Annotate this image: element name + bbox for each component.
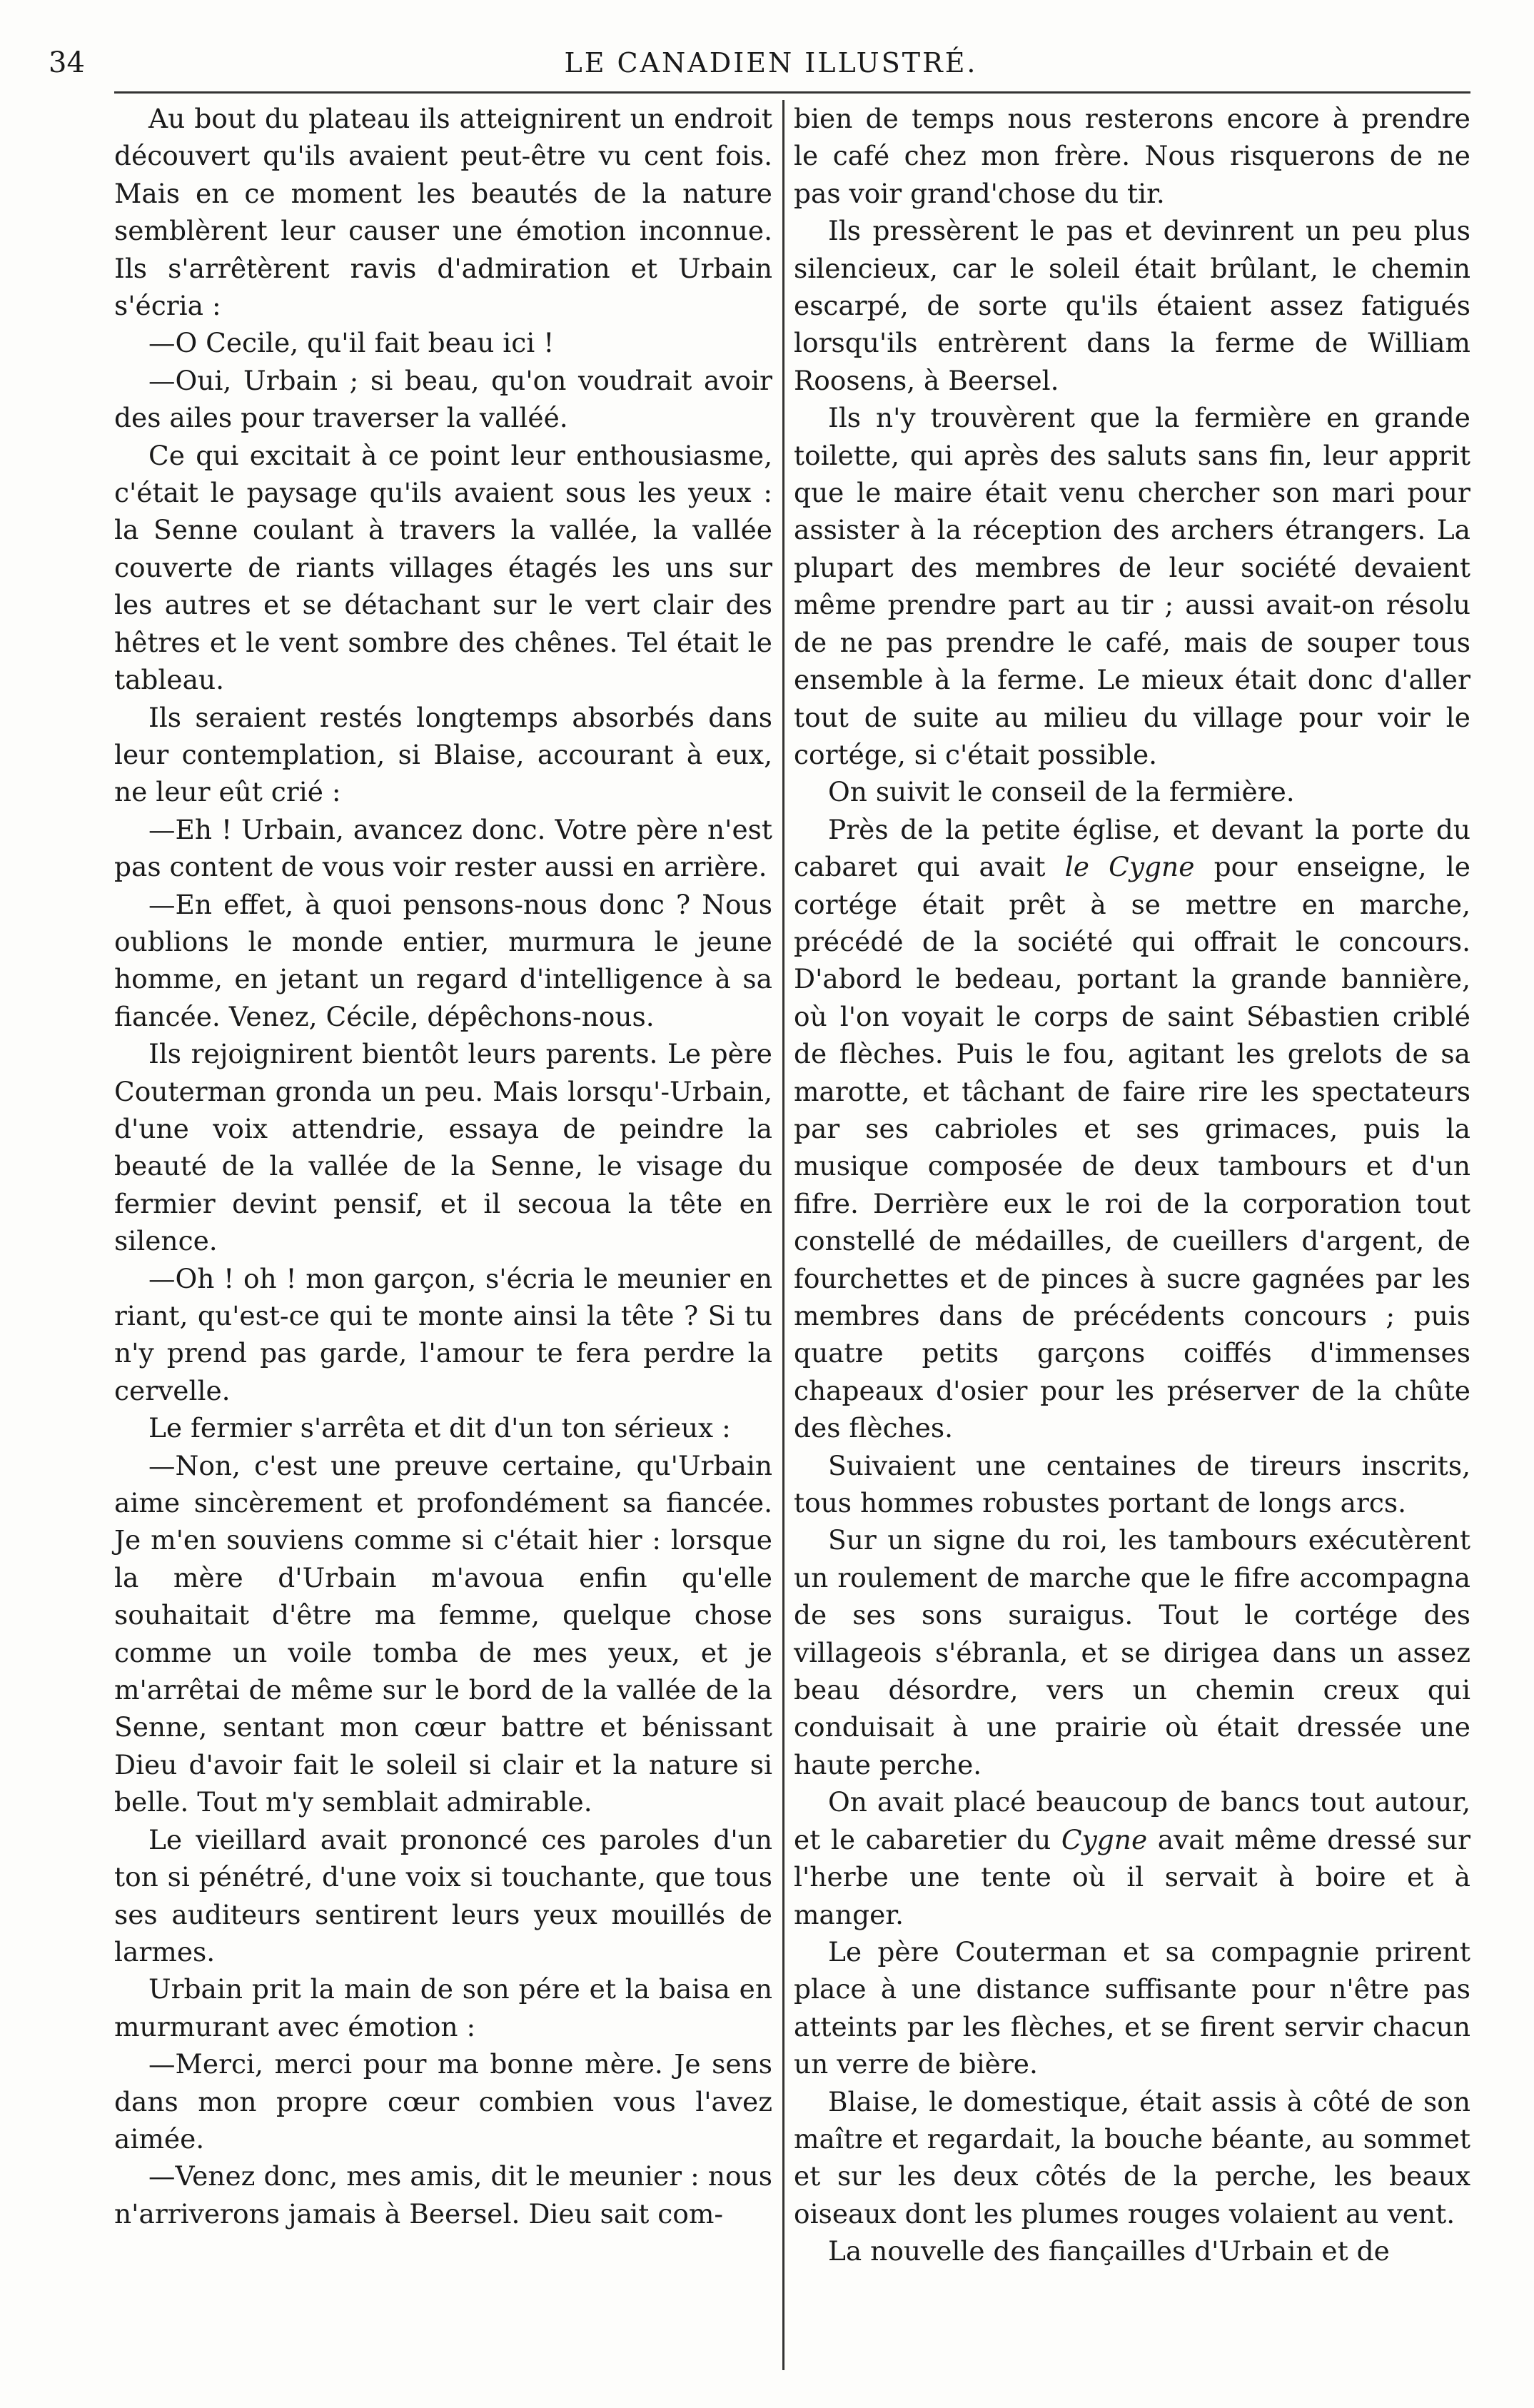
paragraph: bien de temps nous resterons encore à prendre le café chez mon frère. Nous risquerons de ne pas voir grand'chose du tir. (794, 103, 1470, 209)
italic-text: Cygne (1061, 1823, 1148, 1855)
page-header (0, 0, 1534, 86)
paragraph: —Merci, merci pour ma bonne mère. Je sens dans mon propre cœur combien vous l'avez aimée. (114, 2048, 772, 2155)
paragraph (794, 1783, 1470, 1933)
running-title: LE CANADIEN ILLUSTRÉ. (564, 47, 978, 79)
paragraph: —Oh ! oh ! mon garçon, s'écria le meunier en riant, qu'est-ce qui te monte ainsi la tête ? Si tu n'y prend pas garde, l'amour te fera perdre la cervelle. (114, 1262, 772, 1406)
paragraph: Blaise, le domestique, était assis à côté de son maître et regardait, la bouche béante, au sommet et sur les deux côtés de la perche, les beaux oiseaux dont les plumes rouges volaient au vent. (794, 2085, 1470, 2230)
paragraph: La nouvelle des fiançailles d'Urbain et de (828, 2235, 1390, 2267)
column-rule (782, 100, 784, 2370)
paragraph: —Venez donc, mes amis, dit le meunier : nous n'arriverons jamais à Beersel. Dieu sait com- (114, 2160, 772, 2230)
text-run: pour enseigne, le cortége était prêt à se mettre en marche, précédé de la société qui offrait le concours. D'abord le bedeau, portant la grande bannière, où l'on voyait le corps de saint Sébastien criblé de flèches. Puis le fou, agitant les grelots de sa marotte, et tâchant de faire rire les spectateurs par ses cabrioles et ses grimaces, puis la musique composée de deux tambours et d'un fifre. Derrière eux le roi de la corporation tout constellé de médailles, de cueillers d'argent, de fourchettes et de pinces à sucre gagnées par les membres dans de précédents concours ; puis quatre petits garçons coiffés d'immenses chapeaux d'osier pour les préserver de la chûte des flèches. (794, 851, 1470, 1444)
paragraph: Ils seraient restés longtemps absorbés dans leur contemplation, si Blaise, accourant à eux, ne leur eût crié : (114, 701, 772, 808)
paragraph: Ils rejoignirent bientôt leurs parents. Le père Couterman gronda un peu. Mais lorsqu'-Urbain, d'une voix attendrie, essaya de peindre la beauté de la vallée de la Senne, le visage du fermier devint pensif, et il secoua la tête en silence. (114, 1038, 772, 1257)
paragraph: Ce qui excitait à ce point leur enthousiasme, c'était le paysage qu'ils avaient sous les yeux : la Senne coulant à travers la vallée, la vallée couverte de riants villages étagés les uns sur les autres et se détachant sur le vert clair des hêtres et le vent sombre des chênes. Tel était le tableau. (114, 439, 772, 696)
paragraph: Ils pressèrent le pas et devinrent un peu plus silencieux, car le soleil était brûlant, le chemin escarpé, de sorte qu'ils étaient assez fatigués lorsqu'ils entrèrent dans la ferme de William Roosens, à Beersel. (794, 215, 1470, 396)
paragraph: Le vieillard avait prononcé ces paroles d'un ton si pénétré, d'une voix si touchante, que tous ses auditeurs sentirent leurs yeux mouillés de larmes. (114, 1823, 772, 1968)
paragraph: —Oui, Urbain ; si beau, qu'on voudrait avoir des ailes pour traverser la valléé. (114, 364, 772, 434)
paragraph: Sur un signe du roi, les tambours exécutèrent un roulement de marche que le fifre accompagna de ses sons suraigus. Tout le cortége des villageois s'ébranla, et se dirigea dans un assez beau désordre, vers un chemin creux qui conduisait à une prairie où était dressée une haute perche. (794, 1524, 1470, 1780)
paragraph: Le fermier s'arrêta et dit d'un ton sérieux : (148, 1412, 731, 1444)
paragraph: Au bout du plateau ils atteignirent un endroit découvert qu'ils avaient peut-être vu cent fois. Mais en ce moment les beautés de la nature semblèrent leur causer une émotion inconnue. Ils s'arrêtèrent ravis d'admiration et Urbain s'écria : (114, 103, 772, 322)
paragraph: Suivaient une centaines de tireurs inscrits, tous hommes robustes portant de longs arcs. (794, 1449, 1470, 1519)
paragraph (794, 811, 1470, 1447)
paragraph: —En effet, à quoi pensons-nous donc ? Nous oublions le monde entier, murmura le jeune homme, en jetant un regard d'intelligence à sa fiancée. Venez, Cécile, dépêchons-nous. (114, 888, 772, 1032)
paragraph: Ils n'y trouvèrent que la fermière en grande toilette, qui après des saluts sans fin, leur apprit que le maire était venu chercher son mari pour assister à la réception des archers étrangers. La plupart des membres de leur société devaient même prendre part au tir ; aussi avait-on résolu de ne pas prendre le café, mais de souper tous ensemble à la ferme. Le mieux était donc d'aller tout de suite au milieu du village pour voir le cortége, si c'était possible. (794, 402, 1470, 770)
left-column (114, 100, 772, 2232)
paragraph: —Non, c'est une preuve certaine, qu'Urbain aime sincèrement et profondément sa fiancée. Je m'en souviens comme si c'était hier : lorsque la mère d'Urbain m'avoua enfin qu'elle souhaitait d'être ma femme, quelque chose comme un voile tomba de mes yeux, et je m'arrêtai de même sur le bord de la vallée de la Senne, sentant mon cœur battre et bénissant Dieu d'avoir fait le soleil si clair et la nature si belle. Tout m'y semblait admirable. (114, 1449, 772, 1818)
paragraph: —Eh ! Urbain, avancez donc. Votre père n'est pas content de vous voir rester aussi en arrière. (114, 813, 772, 883)
right-column (794, 100, 1470, 2270)
paragraph: Urbain prit la main de son pére et la baisa en murmurant avec émotion : (114, 1973, 772, 2042)
text-run: On avait placé beaucoup de bancs tout autour, et le cabaretier du (794, 1786, 1470, 1855)
text-run: avait même dressé sur l'herbe une tente où il servait à boire et à manger. (794, 1823, 1470, 1930)
paragraph: —O Cecile, qu'il fait beau ici ! (148, 327, 555, 359)
paragraph: On suivit le conseil de la fermière. (828, 776, 1295, 808)
paragraph: Le père Couterman et sa compagnie prirent place à une distance suffisante pour n'être pas atteints par les flèches, et se firent servir chacun un verre de bière. (794, 1935, 1470, 2080)
header-rule (114, 91, 1470, 94)
page-number: 34 (49, 46, 85, 79)
italic-text: le Cygne (1064, 851, 1195, 883)
text-run: Près de la petite église, et devant la porte du cabaret qui avait (794, 813, 1470, 883)
